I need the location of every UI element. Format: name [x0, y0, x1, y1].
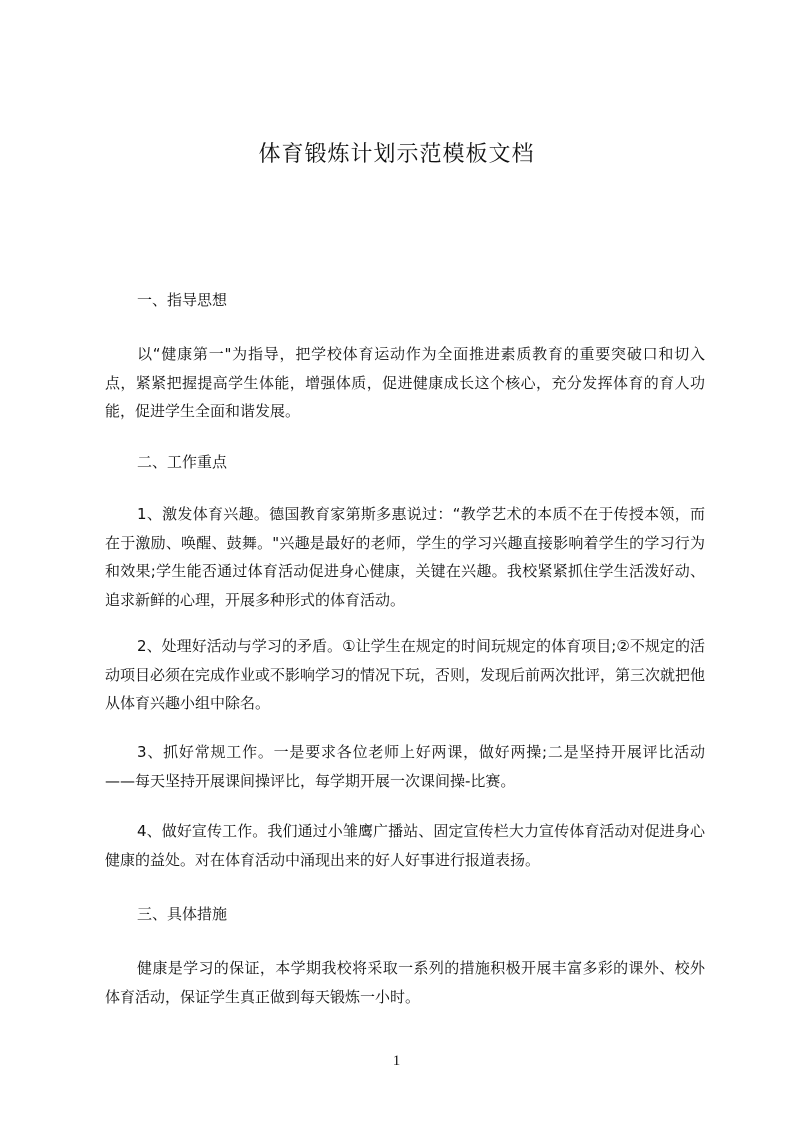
- section-heading-guiding-ideology: 一、指导思想: [137, 291, 228, 309]
- page-number: 1: [392, 1053, 401, 1069]
- paragraph-work-focus-2: 2、处理好活动与学习的矛盾。①让学生在规定的时间玩规定的体育项目;②不规定的活动项目必须在完成作业或不影响学习的情况下玩，否则，发现后前两次批评，第三次就把他从体育兴趣小组中除名。: [105, 637, 706, 712]
- paragraph-work-focus-1: 1、激发体育兴趣。德国教育家第斯多惠说过：“教学艺术的本质不在于传授本领，而在于激励、唤醒、鼓舞。"兴趣是最好的老师，学生的学习兴趣直接影响着学生的学习行为和效果;学生能否通过体育活动促进身心健康，关键在兴趣。我校紧紧抓住学生活泼好动、追求新鲜的心理，开展多种形式的体育活动。: [105, 505, 705, 609]
- paragraph-work-focus-3: 3、抓好常规工作。一是要求各位老师上好两课，做好两操;二是坚持开展评比活动——每天坚持开展课间操评比，每学期开展一次课间操-比赛。: [105, 743, 705, 790]
- paragraph-specific-measures: 健康是学习的保证，本学期我校将采取一系列的措施积极开展丰富多彩的课外、校外体育活动，保证学生真正做到每天锻炼一小时。: [105, 959, 705, 1006]
- paragraph-guiding-ideology: 以“健康第一"为指导，把学校体育运动作为全面推进素质教育的重要突破口和切入点，紧紧把握提高学生体能，增强体质，促进健康成长这个核心，充分发挥体育的育人功能，促进学生全面和谐发展。: [105, 345, 705, 420]
- section-heading-work-focus: 二、工作重点: [137, 453, 228, 471]
- paragraph-work-focus-4: 4、做好宣传工作。我们通过小雏鹰广播站、固定宣传栏大力宣传体育活动对促进身心健康的益处。对在体育活动中涌现出来的好人好事进行报道表扬。: [105, 822, 705, 869]
- document-title: 体育锻炼计划示范模板文档: [258, 142, 535, 167]
- section-heading-specific-measures: 三、具体措施: [137, 905, 228, 923]
